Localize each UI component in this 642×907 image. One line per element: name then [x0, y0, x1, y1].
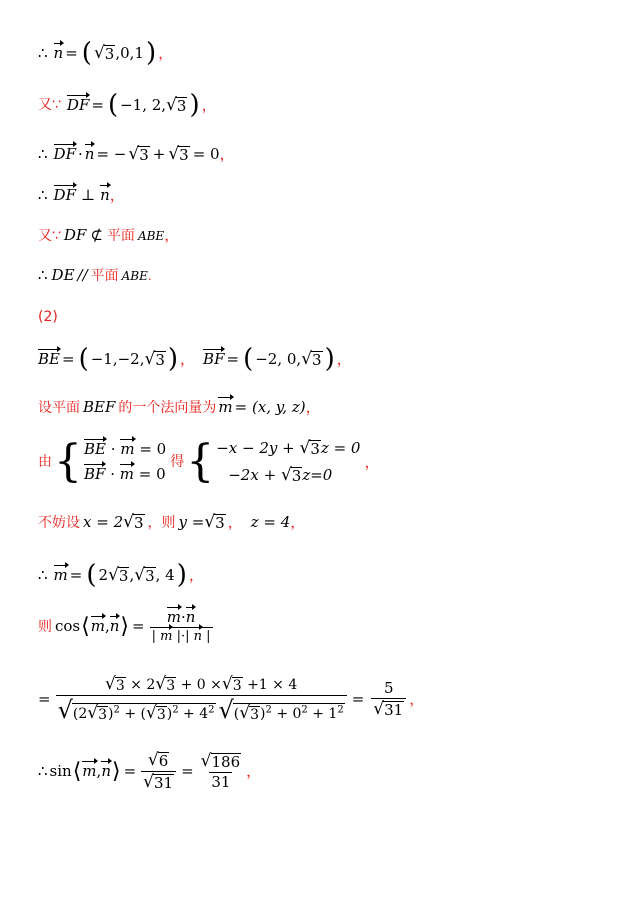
- y-value: y =: [178, 513, 205, 531]
- equals-sign: =: [65, 43, 78, 62]
- sin-fraction-1: √ 6 √ 31: [141, 752, 176, 791]
- z-value: z = 4: [250, 513, 291, 531]
- vector-df: DF: [53, 145, 76, 163]
- cn-text: 的一个法向量为: [118, 399, 217, 416]
- coef: 2: [98, 565, 109, 584]
- punct: ，: [219, 145, 235, 163]
- open-paren: (: [86, 560, 97, 590]
- punct: ，: [364, 452, 380, 471]
- equation-1: −x − 2y + √ 3 z = 0: [216, 438, 361, 458]
- coords: = (x, y, z): [234, 398, 306, 416]
- denominator: √ (2 √ 3 )$^2$ + ( √ 3 )$^2 + 4^2$ √ ( √ 3 )$^2 + 0^2 + 1^2$: [56, 695, 347, 722]
- vector-df: DF: [53, 186, 76, 204]
- plane-abe: ABE: [137, 228, 165, 243]
- segment-df: DF: [63, 226, 87, 244]
- close-paren: ): [189, 90, 200, 120]
- vector-m: m: [120, 440, 135, 458]
- vector-bf: BF: [84, 465, 106, 483]
- line-dot-product: [38, 146, 235, 163]
- close-paren: ): [167, 344, 179, 374]
- sqrt-3: √ 3: [108, 564, 129, 585]
- rhs: = 0: [139, 440, 167, 458]
- line-df-not-in-plane: [38, 228, 179, 243]
- punct: ，: [164, 226, 180, 244]
- therefore-symbol: ∴: [38, 565, 48, 584]
- comma: ,: [96, 762, 102, 780]
- punct: ，: [109, 186, 125, 204]
- open-paren: (: [107, 90, 119, 120]
- perp-symbol: ⊥: [80, 186, 96, 204]
- plane-bef: BEF: [83, 398, 116, 416]
- comma: ,: [129, 565, 135, 584]
- sqrt-3b: √ 3: [204, 512, 225, 532]
- equals-sign-2: =: [181, 762, 194, 780]
- sin-label: sin: [49, 762, 72, 780]
- close-paren: ): [176, 560, 187, 590]
- angle-close: ⟩: [111, 758, 121, 784]
- therefore-symbol: ∴: [38, 43, 48, 62]
- open-paren: (: [81, 38, 92, 68]
- close-paren: ): [324, 344, 335, 374]
- cn-text: ，则: [147, 514, 176, 531]
- punct: ，: [336, 349, 352, 368]
- numerator: m·n: [166, 608, 196, 626]
- punct: ，: [188, 565, 204, 584]
- line-vector-df: [38, 92, 217, 118]
- sqrt-3: √ 3: [123, 512, 144, 532]
- cos-label: cos: [55, 617, 81, 635]
- equation-2: −2x + √ 3 z=0: [228, 465, 333, 485]
- therefore-symbol: ∴: [38, 266, 48, 284]
- equals-minus: = −: [96, 145, 127, 163]
- cn-text: 平面: [90, 267, 119, 284]
- vector-be: BE: [38, 349, 60, 368]
- open-paren: (: [78, 344, 89, 374]
- coords: −1, 2,: [120, 95, 167, 114]
- plane-abe: ABE: [121, 268, 148, 283]
- line-vector-m: [38, 562, 204, 588]
- equals-sign: =: [61, 349, 75, 368]
- angle-open: ⟨: [81, 613, 90, 639]
- dot: ·: [110, 465, 115, 483]
- coords: −2, 0,: [255, 349, 302, 368]
- line-choose-x: [38, 514, 305, 531]
- close-paren: ): [145, 38, 157, 68]
- part-2-label: [38, 310, 58, 324]
- punct: ，: [305, 398, 321, 416]
- condition-1: [84, 442, 166, 457]
- result-system: [216, 440, 360, 484]
- cn-text: 则: [38, 618, 52, 635]
- sin-fraction-2: √ 186 31: [200, 751, 241, 791]
- punct: ，: [290, 513, 306, 531]
- line-set-normal-m: [38, 400, 321, 415]
- equals-sign: =: [38, 689, 51, 708]
- numerator: 5: [383, 678, 394, 697]
- line-vectors-be-bf: [38, 346, 352, 372]
- result-fraction: [371, 678, 406, 719]
- not-subset-symbol: ⊄: [90, 226, 103, 244]
- separator: ，: [227, 513, 243, 531]
- sqrt-3b: √ 3: [168, 144, 189, 164]
- denominator: | m |·| n |: [151, 629, 211, 644]
- angle-close: ⟩: [120, 613, 130, 639]
- left-brace: {: [54, 436, 82, 487]
- numerator: √ 3 × 2 √ 3 + 0 × √ 3 +1 × 4: [105, 674, 298, 694]
- vector-m: m: [53, 565, 68, 584]
- vector-n: n: [100, 186, 110, 204]
- vector-m: m: [90, 617, 105, 635]
- line-cos-formula: [38, 610, 216, 643]
- part-label: (2): [38, 309, 58, 325]
- vector-n: n: [84, 145, 95, 163]
- condition-2: [84, 467, 166, 482]
- cos-fraction: [150, 610, 213, 643]
- sqrt-3b: √ 3: [301, 348, 322, 369]
- comma: ,: [104, 617, 110, 635]
- big-fraction: [56, 676, 347, 722]
- vector-m: m: [218, 398, 233, 416]
- vector-bf: BF: [203, 349, 225, 368]
- x-value: x = 2: [83, 513, 124, 531]
- plus: +: [152, 145, 166, 163]
- punct: .: [147, 268, 152, 283]
- cn-text: 不妨设: [38, 514, 80, 531]
- vector-m: m: [119, 465, 135, 483]
- vector-n: n: [53, 43, 64, 62]
- parallel-symbol: //: [77, 266, 88, 284]
- condition-system: [84, 442, 166, 482]
- cn-text: 又∵: [38, 227, 61, 244]
- line-de-parallel-plane: [38, 268, 152, 283]
- line-sin-result: [38, 752, 261, 791]
- punct: ，: [201, 95, 217, 114]
- punct: ，: [246, 762, 262, 780]
- punct: ，: [409, 689, 425, 708]
- dot: ·: [110, 440, 116, 458]
- segment-de: DE: [51, 266, 75, 284]
- therefore-symbol: ∴: [38, 145, 48, 163]
- cn-text: 由: [38, 454, 52, 470]
- vector-df: DF: [66, 95, 90, 114]
- coords: ,0,1: [115, 43, 144, 62]
- left-brace-2: {: [186, 436, 215, 487]
- rhs: = 0: [138, 465, 166, 483]
- sqrt-3b: √ 3: [134, 564, 155, 585]
- sqrt-3: √ 3: [93, 42, 115, 63]
- equals-sign-2: =: [351, 689, 365, 708]
- denominator: √ 31: [371, 698, 406, 718]
- line-normal-vector-n: [38, 40, 173, 66]
- cn-text: 平面: [106, 227, 135, 244]
- equals-sign: =: [69, 565, 83, 584]
- equals-sign: =: [91, 95, 104, 114]
- vector-n: n: [101, 762, 111, 780]
- sqrt-3: √ 3: [128, 144, 149, 164]
- cn-text: 得: [170, 454, 185, 470]
- vector-n: n: [109, 617, 120, 635]
- angle-open: ⟨: [72, 758, 82, 784]
- equals-sign: =: [123, 762, 137, 780]
- separator: ，: [180, 349, 196, 368]
- line-system-of-equations: [38, 436, 380, 487]
- vector-m: m: [82, 762, 97, 780]
- cn-text: 又∵: [38, 97, 61, 113]
- therefore-symbol: ∴: [38, 762, 48, 780]
- line-perpendicular: [38, 188, 125, 203]
- equals-sign: =: [132, 617, 145, 635]
- result: = 0: [192, 145, 220, 163]
- sqrt-3: √ 3: [166, 94, 187, 115]
- cn-text: 设平面: [38, 399, 80, 416]
- dot: ·: [77, 145, 83, 163]
- coords: −1,−2,: [90, 349, 145, 368]
- sqrt-3: √ 3: [144, 348, 165, 369]
- vector-be: BE: [84, 440, 106, 458]
- therefore-symbol: ∴: [38, 186, 48, 204]
- open-paren: (: [243, 344, 254, 374]
- equals-sign: =: [226, 349, 240, 368]
- punct: ，: [158, 43, 174, 62]
- line-cos-computation: [38, 676, 424, 722]
- coords: , 4: [155, 565, 175, 584]
